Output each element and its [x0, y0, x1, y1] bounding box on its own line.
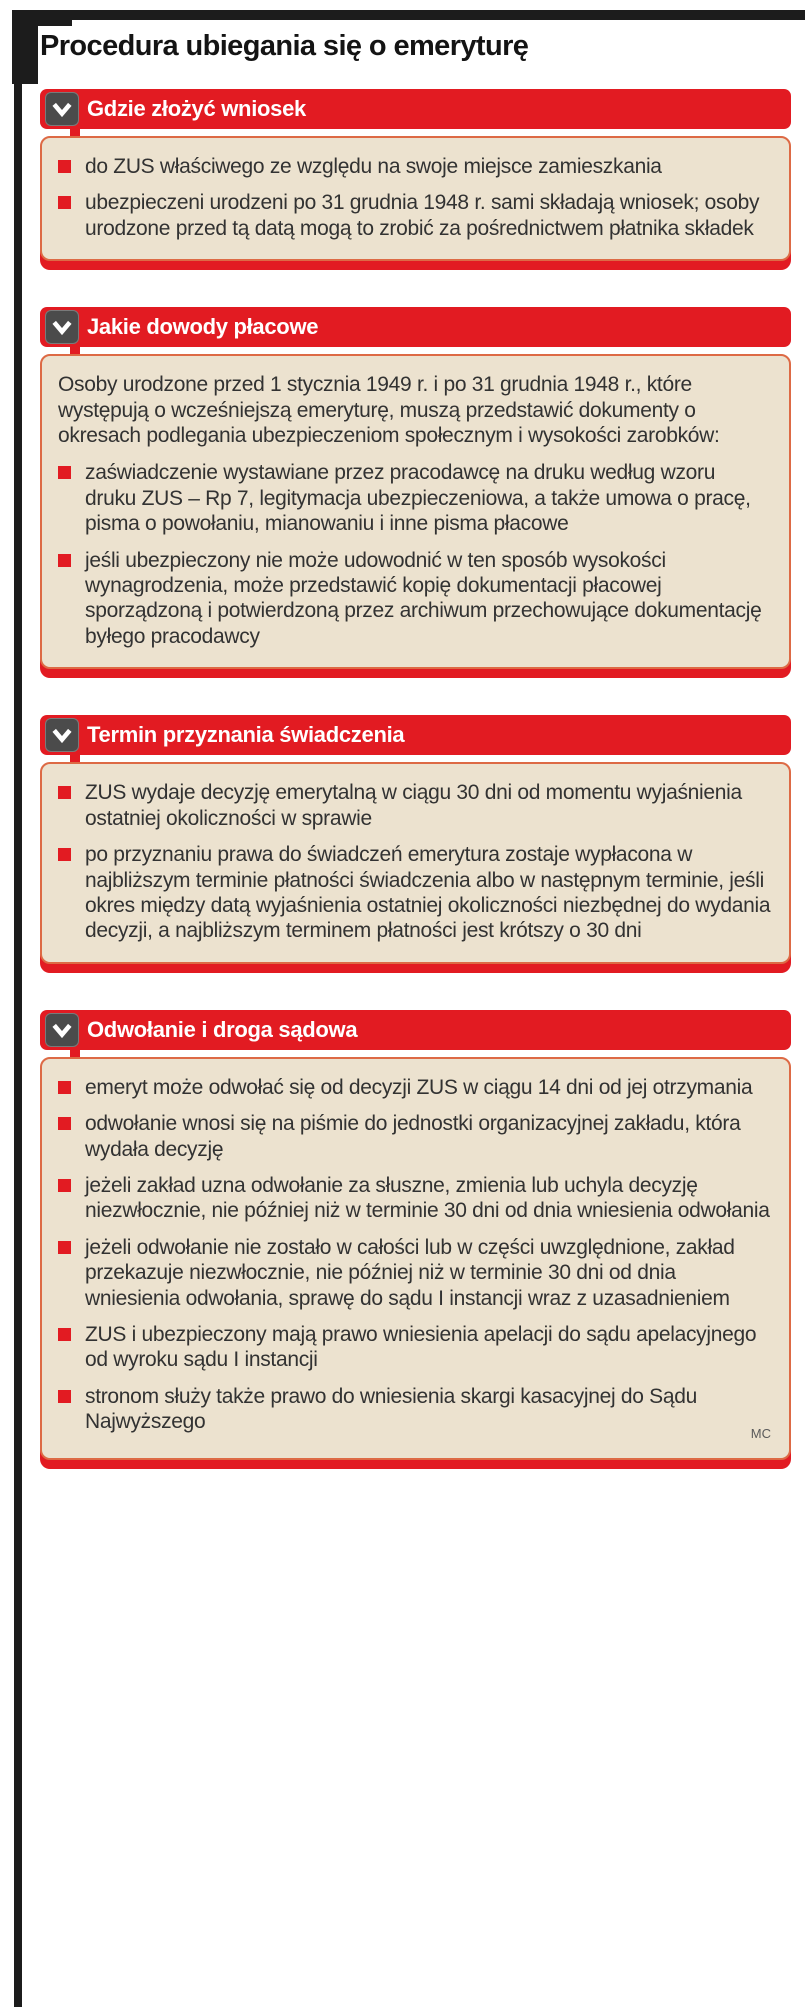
bullet-item: stronom służy także prawo do wniesienia skargi kasacyjnej do Sądu Najwyższego: [58, 1384, 771, 1435]
bullet-item: zaświadczenie wystawiane przez pracodawcę na druku według wzoru druku ZUS – Rp 7, legitymacja ubezpieczeniowa, a także umowa o pracę, pisma o powołaniu, mianowaniu i inne pisma płacowe: [58, 460, 771, 536]
bullet-list: [58, 1075, 771, 1435]
section-header: [40, 307, 791, 347]
section-4: [40, 1010, 791, 1460]
section-intro: Osoby urodzone przed 1 stycznia 1949 r. i po 31 grudnia 1948 r., które występują o wcześniejszą emeryturę, muszą przedstawić dokumenty o okresach podlegania ubezpieczeniom społecznym i wysokości zarobków:: [58, 373, 720, 448]
bullet-item: emeryt może odwołać się od decyzji ZUS w ciągu 14 dni od jej otrzymania: [58, 1075, 771, 1100]
bullet-list: [58, 780, 771, 943]
section-body: [40, 136, 791, 261]
bullet-item: po przyznaniu prawa do świadczeń emerytura zostaje wypłacona w najbliższym terminie płatności świadczenia albo w następnym terminie, jeśli okres między datą wyjaśnienia ostatniej okoliczności niezbędnej do wydania decyzji, a najbliższym terminem płatności jest krótszy o 30 dni: [58, 842, 771, 944]
bullet-item: jeżeli odwołanie nie zostało w całości lub w części uwzględnione, zakład przekazuje niezwłocznie, nie później niż w terminie 30 dni od dnia wniesienia odwołania, sprawę do sądu I instancji wraz z uzasadnieniem: [58, 1235, 771, 1311]
bullet-item: odwołanie wnosi się na piśmie do jednostki organizacyjnej zakładu, która wydała decyzję: [58, 1111, 771, 1162]
section-body: [40, 354, 791, 669]
section-body: [40, 762, 791, 963]
section-heading: Jakie dowody płacowe: [87, 314, 319, 340]
chevron-down-icon: [45, 718, 79, 752]
section-3: [40, 715, 791, 963]
page-title: Procedura ubiegania się o emeryturę: [40, 30, 529, 62]
bullet-list: [58, 154, 771, 241]
section-1: [40, 89, 791, 261]
bullet-item: ZUS wydaje decyzję emerytalną w ciągu 30 dni od momentu wyjaśnienia ostatniej okoliczności w sprawie: [58, 780, 771, 831]
section-header: [40, 89, 791, 129]
bullet-item: jeżeli zakład uzna odwołanie za słuszne, zmienia lub uchyla decyzję niezwłocznie, nie później niż w terminie 30 dni od dnia wniesienia odwołania: [58, 1173, 771, 1224]
sections-container: [40, 89, 791, 1460]
bullet-item: ZUS i ubezpieczony mają prawo wniesienia apelacji do sądu apelacyjnego od wyroku sądu I instancji: [58, 1322, 771, 1373]
bullet-item: jeśli ubezpieczony nie może udowodnić w ten sposób wysokości wynagrodzenia, może przedstawić kopię dokumentacji płacowej sporządzoną i potwierdzoną przez archiwum przechowujące dokumentację byłego pracodawcy: [58, 548, 771, 650]
section-2: [40, 307, 791, 669]
bullet-list: [58, 460, 771, 649]
chevron-down-icon: [45, 1013, 79, 1047]
bullet-item: ubezpieczeni urodzeni po 31 grudnia 1948 r. sami składają wniosek; osoby urodzone przed tą datą mogą to zrobić za pośrednictwem płatnika składek: [58, 190, 771, 241]
section-heading: Odwołanie i droga sądowa: [87, 1016, 358, 1042]
chevron-down-icon: [45, 310, 79, 344]
section-heading: Gdzie złożyć wniosek: [87, 96, 306, 121]
section-body: [40, 1057, 791, 1460]
section-heading: Termin przyznania świadczenia: [87, 722, 405, 748]
author-credit: MC: [750, 1425, 771, 1441]
chevron-down-icon: [45, 92, 79, 126]
bullet-item: do ZUS właściwego ze względu na swoje miejsce zamieszkania: [58, 154, 771, 179]
section-header: [40, 715, 791, 755]
section-header: [40, 1010, 791, 1050]
